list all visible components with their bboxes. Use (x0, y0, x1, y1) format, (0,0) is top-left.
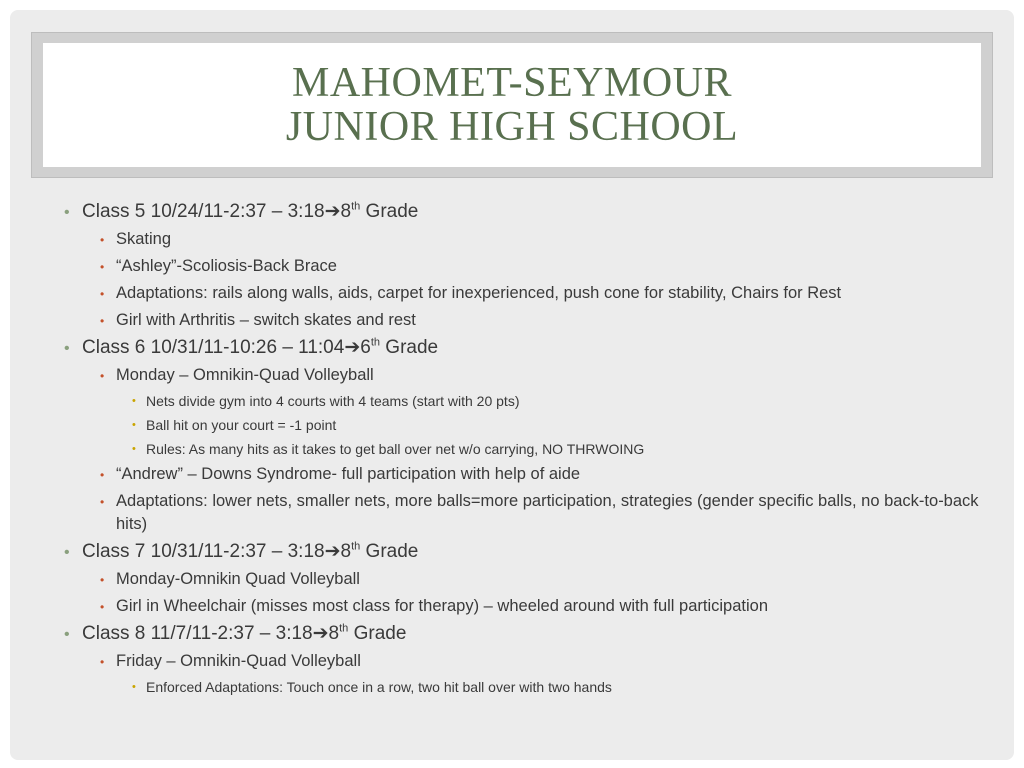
bullet-icon: • (100, 655, 105, 669)
grade-number: 8 (340, 201, 352, 222)
class-heading-text: Class 5 10/24/11-2:37 – 3:18 (82, 201, 325, 222)
slide (10, 10, 1014, 760)
list-item (54, 228, 1004, 251)
list-item (54, 309, 1004, 332)
arrow-icon: ➔ (324, 541, 341, 562)
sub-list-item (54, 391, 1004, 411)
sub-list-item-text: Rules: As many hits as it takes to get ball over net w/o carrying, NO THRWOING (146, 441, 645, 457)
bullet-icon: • (132, 395, 136, 407)
sub-list-item-text: Nets divide gym into 4 courts with 4 teams (start with 20 pts) (146, 393, 520, 409)
class-heading (54, 200, 1004, 224)
title-frame (31, 32, 993, 178)
grade-suffix: th (339, 622, 349, 635)
grade-word: Grade (360, 541, 419, 562)
list-item (54, 463, 1004, 486)
bullet-icon: • (132, 681, 136, 693)
sub-list-item (54, 415, 1004, 435)
sub-list-item (54, 677, 1004, 697)
grade-number: 8 (328, 623, 340, 644)
grade-word: Grade (380, 337, 439, 358)
class-heading-text: Class 8 11/7/11-2:37 – 3:18 (82, 623, 313, 644)
list-item (54, 650, 1004, 673)
list-item-text: Friday – Omnikin-Quad Volleyball (116, 652, 361, 670)
class-heading (54, 336, 1004, 360)
slide-content (54, 196, 1004, 701)
list-item-text: Adaptations: rails along walls, aids, carpet for inexperienced, push cone for stability, Chairs for Rest (116, 284, 842, 302)
list-item (54, 490, 1004, 536)
list-item-text: Monday – Omnikin-Quad Volleyball (116, 366, 374, 384)
list-item-text: Girl in Wheelchair (misses most class for therapy) – wheeled around with full participation (116, 597, 769, 615)
bullet-icon: • (100, 600, 105, 614)
bullet-icon: • (132, 419, 136, 431)
list-item (54, 595, 1004, 618)
list-item (54, 282, 1004, 305)
sub-list-item-text: Enforced Adaptations: Touch once in a row, two hit ball over with two hands (146, 679, 612, 695)
bullet-icon: • (64, 204, 70, 221)
bullet-icon: • (100, 573, 105, 587)
class-heading-text: Class 6 10/31/11-10:26 – 11:04 (82, 337, 345, 358)
grade-number: 6 (360, 337, 371, 358)
class-heading (54, 622, 1004, 646)
bullet-icon: • (100, 314, 105, 328)
grade-word: Grade (360, 201, 419, 222)
arrow-icon: ➔ (344, 337, 361, 358)
grade-suffix: th (351, 200, 361, 213)
bullet-icon: • (100, 233, 105, 247)
list-item-text: Adaptations: lower nets, smaller nets, more balls=more participation, strategies (gender specific balls, no back-to-back hits) (116, 492, 979, 533)
bullet-icon: • (100, 287, 105, 301)
bullet-icon: • (64, 340, 70, 357)
arrow-icon: ➔ (312, 623, 329, 644)
bullet-icon: • (132, 443, 136, 455)
grade-word: Grade (348, 623, 407, 644)
list-item (54, 255, 1004, 278)
bullet-icon: • (64, 626, 70, 643)
bullet-icon: • (100, 260, 105, 274)
list-item-text: “Andrew” – Downs Syndrome- full participation with help of aide (116, 465, 581, 483)
bullet-icon: • (64, 544, 70, 561)
list-item-text: Skating (116, 230, 172, 248)
class-heading (54, 540, 1004, 564)
list-item-text: “Ashley”-Scoliosis-Back Brace (116, 257, 337, 275)
list-item (54, 364, 1004, 387)
bullet-icon: • (100, 495, 105, 509)
grade-suffix: th (351, 540, 361, 553)
bullet-icon: • (100, 468, 105, 482)
class-heading-text: Class 7 10/31/11-2:37 – 3:18 (82, 541, 325, 562)
slide-title-line-2: JUNIOR HIGH SCHOOL (285, 104, 739, 150)
bullet-icon: • (100, 369, 105, 383)
grade-suffix: th (370, 336, 381, 349)
sub-list-item (54, 439, 1004, 459)
slide-title-line-1: MAHOMET-SEYMOUR (292, 60, 732, 106)
list-item (54, 568, 1004, 591)
list-item-text: Monday-Omnikin Quad Volleyball (116, 570, 360, 588)
sub-list-item-text: Ball hit on your court = -1 point (146, 417, 337, 433)
arrow-icon: ➔ (324, 201, 341, 222)
title-box (43, 43, 981, 167)
grade-number: 8 (340, 541, 352, 562)
list-item-text: Girl with Arthritis – switch skates and rest (116, 311, 416, 329)
